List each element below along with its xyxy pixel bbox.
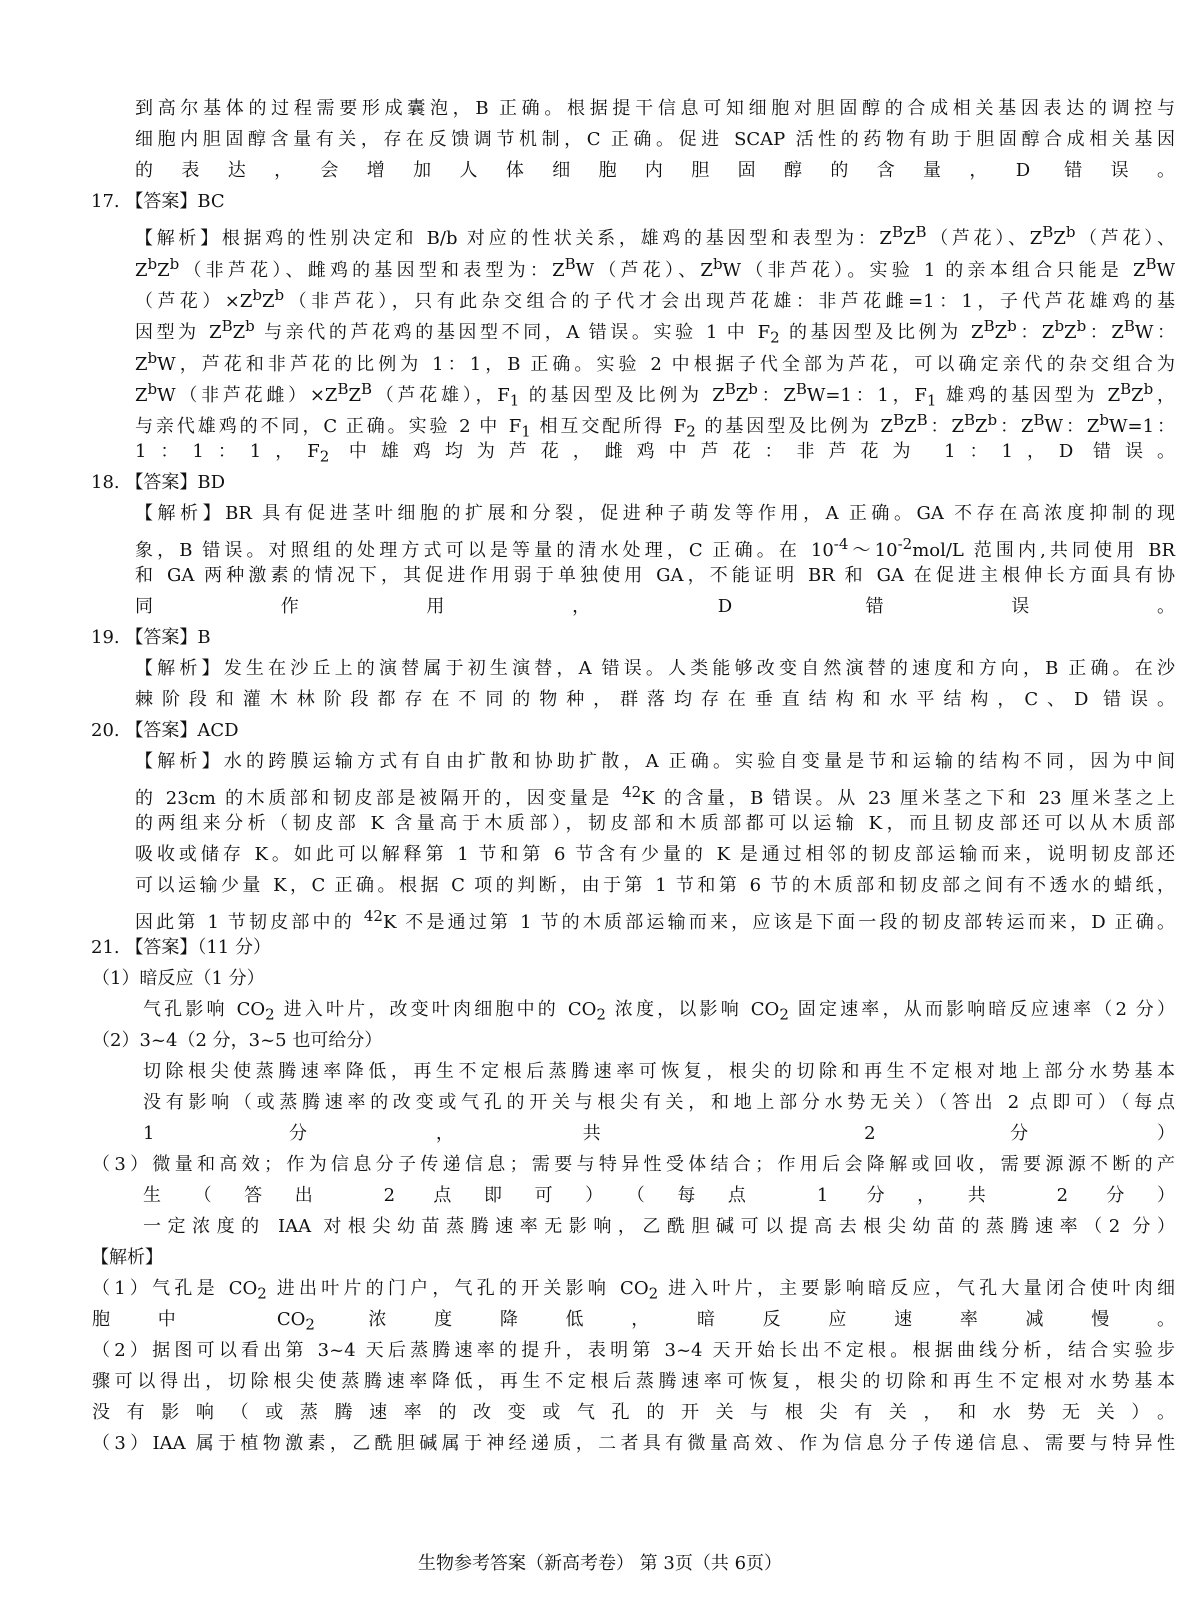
text-line: 因此第 1 节韧皮部中的 $^{42}$K 不是通过第 1 节的木质部运输而来，应该是下面一段的韧皮部转运而来，D 正确。 bbox=[135, 907, 1175, 933]
text-line: 和 GA 两种激素的情况下，其促进作用弱于单独使用 GA，不能证明 BR 和 GA 在促进主根伸长方面具有协 bbox=[135, 565, 1175, 586]
answer-heading-20: 20. 【答案】ACD bbox=[91, 720, 239, 741]
text-line: （芦花）$\times Z^bZ^b$（非芦花），只有此杂交组合的子代才会出现芦花雄：非芦花雌=1：1，子代芦花雄鸡的基 bbox=[135, 286, 1176, 312]
text-line: 生（答出 2 点即可）（每点 1 分，共 2 分） bbox=[143, 1185, 1175, 1206]
text-line: 【解析】水的跨膜运输方式有自由扩散和协助扩散，A 正确。实验自变量是节和运输的结构不同，因为中间 bbox=[135, 751, 1175, 772]
text-line: 【解析】BR 具有促进茎叶细胞的扩展和分裂，促进种子萌发等作用，A 正确。GA 不存在高浓度抑制的现 bbox=[135, 503, 1175, 524]
text-line: 骤可以得出，切除根尖使蒸腾速率降低，再生不定根后蒸腾速率可恢复，根尖的切除和再生不定根对水势基本 bbox=[92, 1371, 1175, 1392]
text-line: 气孔影响 $CO_2$ 进入叶片，改变叶肉细胞中的 $CO_2$ 浓度，以影响 $CO_2$ 固定速率，从而影响暗反应速率（2 分） bbox=[143, 999, 1175, 1024]
text-line: 可以运输少量 K，C 正确。根据 C 项的判断，由于第 1 节和第 6 节的木质部和韧皮部之间有不透水的蜡纸， bbox=[135, 875, 1175, 896]
text-line: 细胞内胆固醇含量有关，存在反馈调节机制，C 正确。促进 SCAP 活性的药物有助于胆固醇合成相关基因 bbox=[135, 129, 1175, 150]
text-line: $Z^bW$（非芦花雌）$\times Z^BZ^B$（芦花雄），$F_1$ 的基因型及比例为 $Z^BZ^b$：$Z^BW=1$：1，$F_1$ 雄鸡的基因型为 $Z^BZ^b$， bbox=[135, 380, 1175, 410]
text-line: 1 分，共 2 分） bbox=[143, 1123, 1175, 1144]
text-line: 棘阶段和灌木林阶段都存在不同的物种，群落均存在垂直结构和水平结构，C、D 错误。 bbox=[135, 689, 1175, 710]
answer-heading-19: 19. 【答案】B bbox=[91, 627, 211, 648]
sub-answer-3: （3）微量和高效；作为信息分子传递信息；需要与特异性受体结合；作用后会降解或回收，需要源源不断的产 bbox=[92, 1154, 1175, 1175]
text-line: 1：1：1，$F_2$ 中雄鸡均为芦花，雌鸡中芦花：非芦花为 1：1，D 错误。 bbox=[135, 441, 1175, 466]
analysis-heading: 【解析】 bbox=[91, 1247, 163, 1268]
sub-answer-1: （1）暗反应（1 分） bbox=[92, 968, 265, 989]
text-line: （1）气孔是 $CO_2$ 进出叶片的门户，气孔的开关影响 $CO_2$ 进入叶片，主要影响暗反应，气孔大量闭合使叶肉细 bbox=[92, 1278, 1175, 1303]
text-line: 与亲代雄鸡的不同，C 正确。实验 2 中 $F_1$ 相互交配所得 $F_2$ 的基因型及比例为 $Z^BZ^B$：$Z^BZ^b$：$Z^BW$：$Z^bW=1$： bbox=[135, 411, 1175, 441]
text-line: 【解析】发生在沙丘上的演替属于初生演替，A 错误。人类能够改变自然演替的速度和方向，B 正确。在沙 bbox=[135, 658, 1175, 679]
text-line: 【解析】根据鸡的性别决定和 B/b 对应的性状关系，雄鸡的基因型和表型为：$Z^BZ^B$（芦花）、$Z^BZ^b$（芦花）、 bbox=[135, 223, 1176, 249]
answer-heading-18: 18. 【答案】BD bbox=[91, 472, 226, 493]
text-line: 象，B 错误。对照组的处理方式可以是等量的清水处理，C 正确。在 $10^{-4}\sim 10^{-2}mol/L$ 范围内,共同使用 BR bbox=[135, 535, 1176, 561]
text-line: 的两组来分析（韧皮部 K 含量高于木质部），韧皮部和木质部都可以运输 K，而且韧皮部还可以从木质部 bbox=[135, 813, 1175, 834]
page-footer: 生物参考答案（新高考卷） 第 3页（共 6页） bbox=[417, 1553, 783, 1574]
text-line: 没有影响（或蒸腾速率的改变或气孔的开关与根尖有关，和水势无关）。 bbox=[92, 1402, 1175, 1423]
text-line: 的表达，会增加人体细胞内胆固醇的含量，D 错误。 bbox=[135, 160, 1175, 181]
text-line: 切除根尖使蒸腾速率降低，再生不定根后蒸腾速率可恢复，根尖的切除和再生不定根对地上部分水势基本 bbox=[143, 1061, 1175, 1082]
text-line: （3）IAA 属于植物激素，乙酰胆碱属于神经递质，二者具有微量高效、作为信息分子传递信息、需要与特异性 bbox=[92, 1433, 1175, 1454]
text-line: 到高尔基体的过程需要形成囊泡，B 正确。根据提干信息可知细胞对胆固醇的合成相关基因表达的调控与 bbox=[135, 98, 1175, 119]
text-line: $Z^bW$，芦花和非芦花的比例为 1：1，B 正确。实验 2 中根据子代全部为芦花，可以确定亲代的杂交组合为 bbox=[135, 349, 1175, 375]
text-line: $Z^bZ^b$（非芦花）、雌鸡的基因型和表型为：$Z^BW$（芦花）、$Z^bW$（非芦花）。实验 1 的亲本组合只能是 $Z^BW$ bbox=[135, 255, 1175, 281]
text-line: 没有影响（或蒸腾速率的改变或气孔的开关与根尖有关，和地上部分水势无关）（答出 2 点即可）（每点 bbox=[143, 1092, 1175, 1113]
text-line: 的 23cm 的木质部和韧皮部是被隔开的，因变量是 $^{42}$K 的含量，B 错误。从 23 厘米茎之下和 23 厘米茎之上 bbox=[135, 783, 1176, 809]
text-line: （2）据图可以看出第 3~4 天后蒸腾速率的提升，表明第 3~4 天开始长出不定根。根据曲线分析，结合实验步 bbox=[92, 1340, 1175, 1361]
text-line: 胞中 $CO_2$ 浓度降低，暗反应速率减慢。 bbox=[92, 1309, 1175, 1334]
text-line: 吸收或储存 K。如此可以解释第 1 节和第 6 节含有少量的 K 是通过相邻的韧皮部运输而来，说明韧皮部还 bbox=[135, 844, 1175, 865]
sub-answer-2: （2）3~4（2 分，3~5 也可给分） bbox=[92, 1030, 383, 1051]
text-line: 一定浓度的 IAA 对根尖幼苗蒸腾速率无影响，乙酰胆碱可以提高去根尖幼苗的蒸腾速率（2 分） bbox=[143, 1216, 1175, 1237]
text-line: 同作用，D 错误。 bbox=[135, 596, 1175, 617]
text-line: 因型为 $Z^BZ^b$ 与亲代的芦花鸡的基因型不同，A 错误。实验 1 中 $F_2$ 的基因型及比例为 $Z^BZ^b$：$Z^bZ^b$：$Z^BW$： bbox=[135, 317, 1176, 347]
answer-heading-17: 17. 【答案】BC bbox=[91, 191, 225, 212]
answer-heading-21: 21. 【答案】（11 分） bbox=[91, 937, 271, 958]
